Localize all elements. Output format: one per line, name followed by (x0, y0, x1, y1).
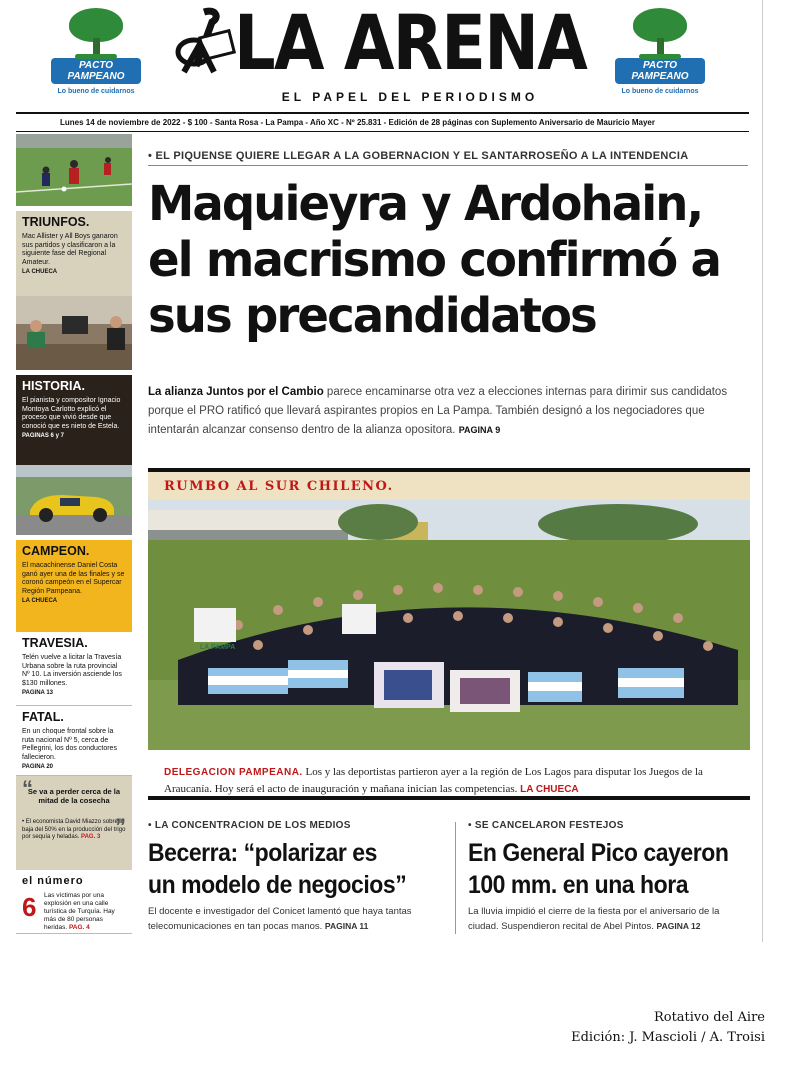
credits-line-2: Edición: J. Mascioli / A. Troisi (571, 1030, 765, 1045)
story-source: PAGINA 13 (22, 690, 54, 696)
quote-close-icon: ” (115, 814, 126, 839)
numero-text: Las víctimas por una explosión en una calle turística de Turquía. Hay más de 80 personas heridas. PAG. 4 (44, 892, 115, 931)
story-kicker: • LA CONCENTRACION DE LOS MEDIOS (148, 820, 351, 831)
story-text: En un choque frontal sobre la ruta nacional Nº 5, cerca de Pellegrini, los dos conductores fallecieron. (22, 728, 117, 761)
main-kicker: • EL PIQUENSE QUIERE LLEGAR A LA GOBERNACION Y EL SANTARROSEÑO A LA INTENDENCIA (148, 150, 748, 166)
column-divider (455, 822, 456, 934)
sponsor-logo-right (612, 8, 708, 95)
quote-text: Se va a perder cerca de la mitad de la cosecha (27, 787, 121, 805)
quote-box[interactable] (16, 776, 132, 870)
left-sidebar (16, 134, 132, 934)
story-source: LA CHUECA (22, 269, 58, 275)
el-numero-box[interactable] (16, 870, 132, 934)
story-text: Telén vuelve a licitar la Travesía Urbana sobre la ruta provincial Nº 10. La inversión asciende los $130 millones. (22, 654, 122, 687)
story-campeon[interactable] (16, 540, 132, 632)
photo-banner-label: LA PAMPA (200, 644, 236, 651)
sponsor-tagline: Lo bueno de cuidarnos (57, 88, 135, 95)
story-title: FATAL. (22, 710, 64, 724)
race-car-photo (16, 465, 132, 535)
tree-icon (61, 8, 131, 60)
story-triunfos[interactable] (16, 211, 132, 296)
story-text: El pianista y compositor Ignacio Montoya Carlotto explicó el proceso que vivió desde que conoció que es nieto de Estela. (22, 397, 121, 430)
story-kicker: • SE CANCELARON FESTEJOS (468, 820, 624, 831)
story-source: LA CHUECA (22, 598, 58, 604)
numero-title: el número (22, 875, 84, 887)
sponsor-name: PACTO PAMPEANO (51, 58, 141, 84)
newspaper-title: LA ARENA (234, 0, 587, 87)
story-headline: Becerra: “polarizar es un modelo de negocios” (148, 839, 407, 899)
dateline: Lunes 14 de noviembre de 2022 - $ 100 - Santa Rosa - La Pampa - Año XC - Nº 25.831 - Edición de 28 páginas con Suplemento Aniversario de Mauricio Mayer (16, 112, 749, 132)
story-travesia[interactable] (16, 632, 132, 706)
photo-tag: RUMBO AL SUR CHILENO. (148, 472, 750, 500)
story-text: Mac Allister y All Boys ganaron sus partidos y clasificaron a la siguiente fase del Regional Amateur. (22, 233, 118, 266)
newspaper-subtitle: EL PAPEL DEL PERIODISMO (281, 90, 539, 104)
newspaper-logo-icon (174, 6, 238, 76)
delegation-photo (148, 500, 750, 750)
studio-photo (16, 296, 132, 370)
tree-icon (625, 8, 695, 60)
sponsor-logo-left (48, 8, 144, 95)
story-fatal[interactable] (16, 706, 132, 776)
story-text: El docente e investigador del Conicet lamentó que haya tantas telecomunicaciones en tan pocas manos. PAGINA 11 (148, 906, 412, 932)
photo-feature[interactable] (148, 468, 750, 800)
photo-caption: DELEGACION PAMPEANA. Los y las deportistas partieron ayer a la región de Los Lagos para disputar los Juegos de la Araucanía. Hoy será el acto de inauguración y mañana inician las competencias. LA CHUECA (164, 766, 703, 795)
soccer-photo (16, 134, 132, 206)
quote-note: • El economista David Miazzo sobre la baja del 50% en la producción del trigo por sequía y heladas. PAG. 3 (22, 819, 126, 840)
story-title: TRIUNFOS. (22, 215, 90, 229)
main-lead: La alianza Juntos por el Cambio parece encaminarse otra vez a elecciones internas para dirimir sus candidatos porque el PRO ratificó que llevará aspirantes propios en La Pampa. También designó a los negociadores que intentarán alcanzar consenso dentro de la alianza opositora. PAGINA 9 (148, 386, 728, 436)
front-page (14, 0, 762, 942)
story-title: TRAVESIA. (22, 636, 88, 650)
sponsor-name: PACTO PAMPEANO (615, 58, 705, 84)
story-historia[interactable] (16, 375, 132, 465)
story-general-pico[interactable] (468, 820, 752, 934)
story-source: PAGINA 20 (22, 764, 54, 770)
story-becerra[interactable] (148, 820, 444, 934)
story-headline: En General Pico cayeron 100 mm. en una hora (468, 839, 729, 899)
quote-open-icon: “ (22, 776, 33, 801)
sponsor-tagline: Lo bueno de cuidarnos (621, 88, 699, 95)
page-edge (762, 0, 763, 942)
story-title: CAMPEON. (22, 544, 90, 558)
numero-value: 6 (22, 892, 37, 922)
story-title: HISTORIA. (22, 379, 85, 393)
story-source: PAGINAS 6 y 7 (22, 433, 64, 439)
credits-line-1: Rotativo del Aire (653, 1010, 765, 1025)
story-text: El macachinense Daniel Costa ganó ayer una de las finales y se coronó campeón en el Supercar Región Pampeana. (22, 562, 125, 595)
credits (571, 1008, 765, 1048)
story-text: La lluvia impidió el cierre de la fiesta por el aniversario de la ciudad. Suspendieron recital de Abel Pintos. PAGINA 12 (468, 906, 720, 932)
main-headline[interactable]: Maquieyra y Ardohain, el macrismo confirmó a sus precandidatos (148, 176, 720, 344)
